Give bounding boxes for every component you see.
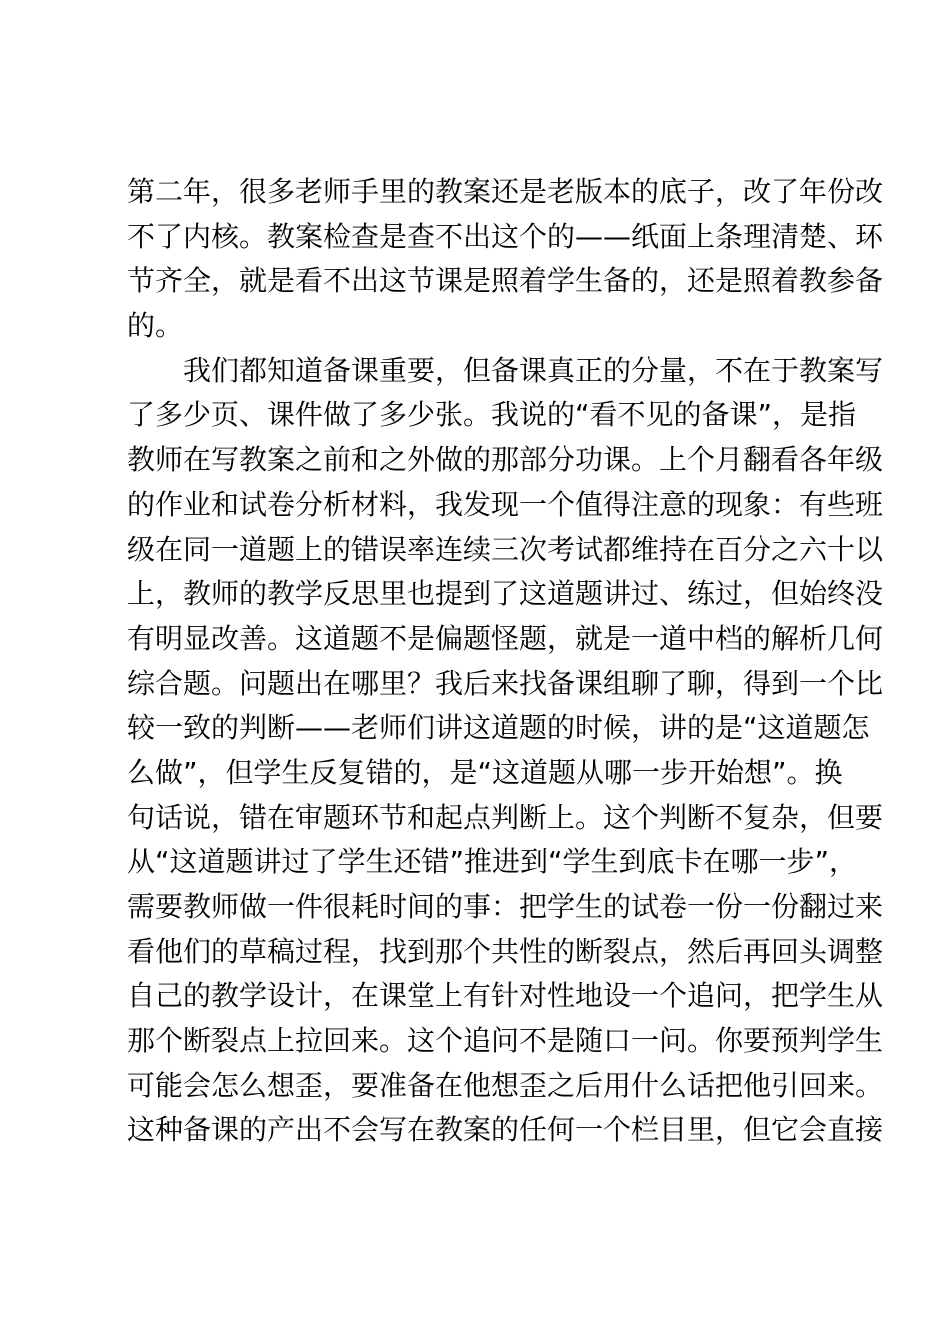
text-line: 第二年，很多老师手里的教案还是老版本的底子，改了年份改 [127, 175, 884, 208]
text-line: 从“这道题讲过了学生还错”推进到“学生到底卡在哪一步”， [127, 845, 858, 879]
text-line: 级在同一道题上的错误率连续三次考试都维持在百分之六十以 [127, 532, 884, 566]
text-line: 上，教师的教学反思里也提到了这道题讲过、练过，但始终没 [127, 577, 884, 611]
text-line: 可能会怎么想歪，要准备在他想歪之后用什么话把他引回来。 [127, 1068, 884, 1102]
text-line: 自己的教学设计，在课堂上有针对性地设一个追问，把学生从 [127, 979, 884, 1013]
text-line: 综合题。问题出在哪里？我后来找备课组聊了聊，得到一个比 [127, 666, 884, 700]
paragraph-1 [127, 170, 884, 349]
text-line: 这种备课的产出不会写在教案的任何一个栏目里，但它会直接 [127, 1113, 884, 1147]
text-line: 较一致的判断——老师们讲这道题的时候，讲的是“这道题怎 [127, 711, 870, 745]
text-line: 我们都知道备课重要，但备课真正的分量，不在于教案写 [183, 353, 884, 387]
text-line: 教师在写教案之前和之外做的那部分功课。上个月翻看各年级 [127, 443, 884, 477]
text-line: 需要教师做一件很耗时间的事：把学生的试卷一份一份翻过来 [127, 890, 884, 923]
text-line: 不了内核。教案检查是查不出这个的——纸面上条理清楚、环 [127, 219, 884, 253]
paragraph-2 [127, 349, 884, 1153]
text-line: 句话说，错在审题环节和起点判断上。这个判断不复杂，但要 [127, 800, 884, 834]
body-text [127, 170, 884, 1153]
text-line: 的。 [127, 309, 184, 343]
text-line: 那个断裂点上拉回来。这个追问不是随口一问。你要预判学生 [127, 1024, 884, 1058]
text-line: 的作业和试卷分析材料，我发现一个值得注意的现象：有些班 [127, 487, 884, 521]
text-line: 有明显改善。这道题不是偏题怪题，就是一道中档的解析几何 [127, 621, 884, 655]
text-line: 么做”，但学生反复错的，是“这道题从哪一步开始想”。换 [127, 755, 843, 789]
text-line: 看他们的草稿过程，找到那个共性的断裂点，然后再回头调整 [127, 934, 884, 968]
text-line: 节齐全，就是看不出这节课是照着学生备的，还是照着教参备 [127, 264, 884, 298]
text-line: 了多少页、课件做了多少张。我说的“看不见的备课”，是指 [127, 398, 857, 432]
